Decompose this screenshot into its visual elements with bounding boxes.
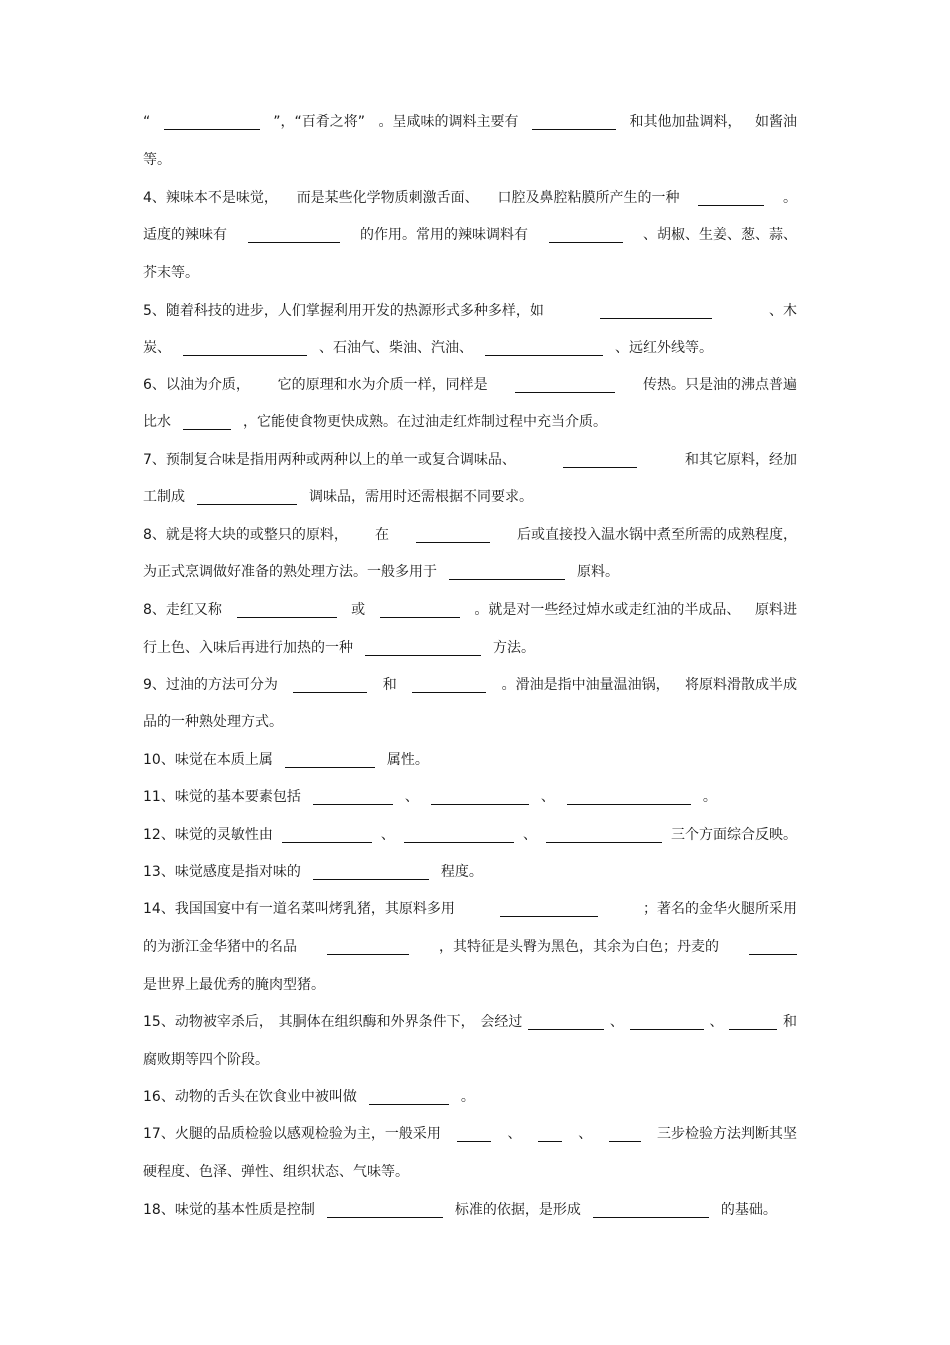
question-text: 传热。只是油的沸点普遍 — [643, 377, 797, 393]
question-text: 会经过 — [480, 1014, 523, 1030]
answer-blank[interactable] — [528, 1029, 604, 1030]
question-line — [143, 448, 797, 472]
question-line — [143, 186, 797, 210]
question-text: 后或直接投入温水锅中煮至所需的成熟程度， — [517, 527, 797, 543]
question-text: 或 — [351, 602, 366, 618]
question-line — [143, 823, 797, 847]
question-text: 4、辣味本不是味觉， — [143, 190, 278, 206]
answer-blank[interactable] — [729, 1029, 777, 1030]
question-text: 10、味觉在本质上属 — [143, 752, 273, 768]
question-line — [143, 299, 797, 323]
question-line — [143, 261, 797, 285]
question-text: 标准的依据，是形成 — [454, 1202, 581, 1218]
question-text: 等。 — [143, 152, 171, 168]
answer-blank[interactable] — [749, 954, 797, 955]
answer-blank[interactable] — [183, 355, 307, 356]
question-line — [143, 336, 797, 360]
answer-blank[interactable] — [365, 655, 481, 656]
question-text: 。呈咸味的调料主要有 — [378, 114, 519, 130]
question-line — [143, 1048, 797, 1072]
answer-blank[interactable] — [327, 1217, 443, 1218]
question-text: ；著名的金华火腿所采用 — [643, 901, 797, 917]
question-text: 、 — [522, 827, 537, 843]
question-line — [143, 860, 797, 884]
question-text: 是世界上最优秀的腌肉型猪。 — [143, 977, 325, 993]
question-line — [143, 673, 797, 697]
answer-blank[interactable] — [457, 1141, 491, 1142]
answer-blank[interactable] — [416, 542, 490, 543]
question-text: 属性。 — [386, 752, 429, 768]
question-text: 如酱油 — [755, 114, 797, 130]
question-text: 三步检验方法判断其坚 — [657, 1126, 797, 1142]
question-line — [143, 410, 797, 434]
question-text: 炭、 — [143, 340, 171, 356]
question-text: 8、走红又称 — [143, 602, 222, 618]
question-line — [143, 748, 797, 772]
question-text: 将原料滑散成半成 — [685, 677, 797, 693]
question-text: 的基础。 — [720, 1202, 777, 1218]
question-text: 腐败期等四个阶段。 — [143, 1052, 269, 1068]
question-text: 、 — [404, 789, 419, 805]
question-line — [143, 560, 797, 584]
question-text: 16、动物的舌头在饮食业中被叫做 — [143, 1089, 357, 1105]
question-text: 、 — [609, 1014, 624, 1030]
question-text: ，其特征是头臀为黑色，其余为白色；丹麦的 — [439, 939, 719, 955]
answer-blank[interactable] — [285, 767, 375, 768]
question-text: 17、火腿的品质检验以感观检验为主，一般采用 — [143, 1126, 441, 1142]
answer-blank[interactable] — [183, 429, 231, 430]
question-text: 的作用。常用的辣味调料有 — [360, 227, 528, 243]
question-text: 、远红外线等。 — [615, 340, 713, 356]
question-text: 品的一种熟处理方式。 — [143, 714, 283, 730]
question-line — [143, 1198, 797, 1222]
question-text: 行上色、入味后再进行加热的一种 — [143, 640, 353, 656]
question-line — [143, 523, 797, 547]
question-line — [143, 1160, 797, 1184]
question-text: 。就是对一些经过焯水或走红油的半成品、 — [474, 602, 741, 618]
answer-blank[interactable] — [698, 205, 764, 206]
answer-blank[interactable] — [549, 242, 623, 243]
question-text: 和 — [382, 677, 397, 693]
answer-blank[interactable] — [369, 1104, 449, 1105]
answer-blank[interactable] — [593, 1217, 709, 1218]
question-text: 为正式烹调做好准备的熟处理方法。一般多用于 — [143, 564, 437, 580]
question-text: 和 — [783, 1014, 797, 1030]
question-line — [143, 1122, 797, 1146]
question-line — [143, 710, 797, 734]
question-text: 11、味觉的基本要素包括 — [143, 789, 301, 805]
question-text: 。 — [460, 1089, 475, 1105]
question-text: 13、味觉感度是指对味的 — [143, 864, 301, 880]
question-text: 调味品，需用时还需根据不同要求。 — [309, 489, 533, 505]
question-text: 、木 — [769, 303, 797, 319]
answer-blank[interactable] — [313, 804, 393, 805]
question-text: 芥末等。 — [143, 265, 199, 281]
answer-blank[interactable] — [380, 617, 460, 618]
question-line — [143, 935, 797, 959]
question-line — [143, 897, 797, 921]
question-text: ”，“百肴之将” — [273, 114, 366, 130]
answer-blank[interactable] — [412, 692, 486, 693]
question-text: 5、随着科技的进步，人们掌握利用开发的热源形式多种多样，如 — [143, 303, 544, 319]
question-line — [143, 223, 797, 247]
question-text: 口腔及鼻腔粘膜所产生的一种 — [497, 190, 680, 206]
answer-blank[interactable] — [546, 842, 662, 843]
answer-blank[interactable] — [197, 504, 297, 505]
question-text: 适度的辣味有 — [143, 227, 227, 243]
question-text: 。滑油是指中油量温油锅， — [501, 677, 670, 693]
question-text: 、 — [709, 1014, 724, 1030]
question-text: 方法。 — [493, 640, 535, 656]
question-text: 、胡椒、生姜、葱、蒜、 — [643, 227, 797, 243]
question-text: 7、预制复合味是指用两种或两种以上的单一或复合调味品、 — [143, 452, 516, 468]
question-text: 6、以油为介质， — [143, 377, 250, 393]
answer-blank[interactable] — [449, 579, 565, 580]
question-line — [143, 1010, 797, 1034]
question-text: 三个方面综合反映。 — [671, 827, 797, 843]
question-text: 、 — [507, 1126, 522, 1142]
question-text: “ — [143, 114, 151, 130]
question-text: 12、味觉的灵敏性由 — [143, 827, 273, 843]
answer-blank[interactable] — [248, 242, 340, 243]
answer-blank[interactable] — [563, 467, 637, 468]
answer-blank[interactable] — [532, 129, 616, 130]
question-text: 。 — [783, 190, 797, 206]
question-text: 工制成 — [143, 489, 185, 505]
question-line — [143, 785, 797, 809]
answer-blank[interactable] — [293, 692, 367, 693]
answer-blank[interactable] — [282, 842, 372, 843]
question-line — [143, 598, 797, 622]
answer-blank[interactable] — [609, 1141, 641, 1142]
question-line — [143, 148, 797, 172]
question-text: 而是某些化学物质刺激舌面、 — [296, 190, 479, 206]
question-text: 程度。 — [440, 864, 483, 880]
answer-blank[interactable] — [538, 1141, 562, 1142]
answer-blank[interactable] — [327, 954, 409, 955]
question-text: 8、就是将大块的或整只的原料， — [143, 527, 348, 543]
question-text: 它的原理和水为介质一样，同样是 — [277, 377, 488, 393]
question-text: 和其他加盐调料， — [629, 114, 742, 130]
question-text: ，它能使食物更快成熟。在过油走红炸制过程中充当介质。 — [243, 414, 607, 430]
question-line — [143, 973, 797, 997]
question-text: 14、我国国宴中有一道名菜叫烤乳猪，其原料多用 — [143, 901, 455, 917]
answer-blank[interactable] — [600, 318, 712, 319]
answer-blank[interactable] — [567, 804, 691, 805]
question-text: 9、过油的方法可分为 — [143, 677, 278, 693]
question-text: 、 — [380, 827, 395, 843]
answer-blank[interactable] — [515, 392, 615, 393]
question-text: 、 — [578, 1126, 593, 1142]
question-line — [143, 636, 797, 660]
answer-blank[interactable] — [431, 804, 529, 805]
question-line — [143, 110, 797, 134]
answer-blank[interactable] — [404, 842, 514, 843]
question-line — [143, 373, 797, 397]
answer-blank[interactable] — [485, 355, 603, 356]
question-line — [143, 485, 797, 509]
question-text: 和其它原料，经加 — [685, 452, 797, 468]
question-text: 、石油气、柴油、汽油、 — [319, 340, 473, 356]
question-line — [143, 1085, 797, 1109]
question-text: 18、味觉的基本性质是控制 — [143, 1202, 315, 1218]
question-text: 原料进 — [755, 602, 797, 618]
question-text: 比水 — [143, 414, 171, 430]
answer-blank[interactable] — [164, 129, 260, 130]
question-text: 硬程度、色泽、弹性、组织状态、气味等。 — [143, 1164, 409, 1180]
question-text: 在 — [374, 527, 389, 543]
question-text: 。 — [702, 789, 717, 805]
question-text: 15、动物被宰杀后， — [143, 1014, 273, 1030]
answer-blank[interactable] — [237, 617, 337, 618]
question-text: 的为浙江金华猪中的名品 — [143, 939, 297, 955]
answer-blank[interactable] — [500, 916, 598, 917]
question-text: 原料。 — [577, 564, 619, 580]
question-text: 、 — [540, 789, 555, 805]
answer-blank[interactable] — [313, 879, 429, 880]
question-text: 其胴体在组织酶和外界条件下， — [278, 1014, 475, 1030]
answer-blank[interactable] — [630, 1029, 704, 1030]
